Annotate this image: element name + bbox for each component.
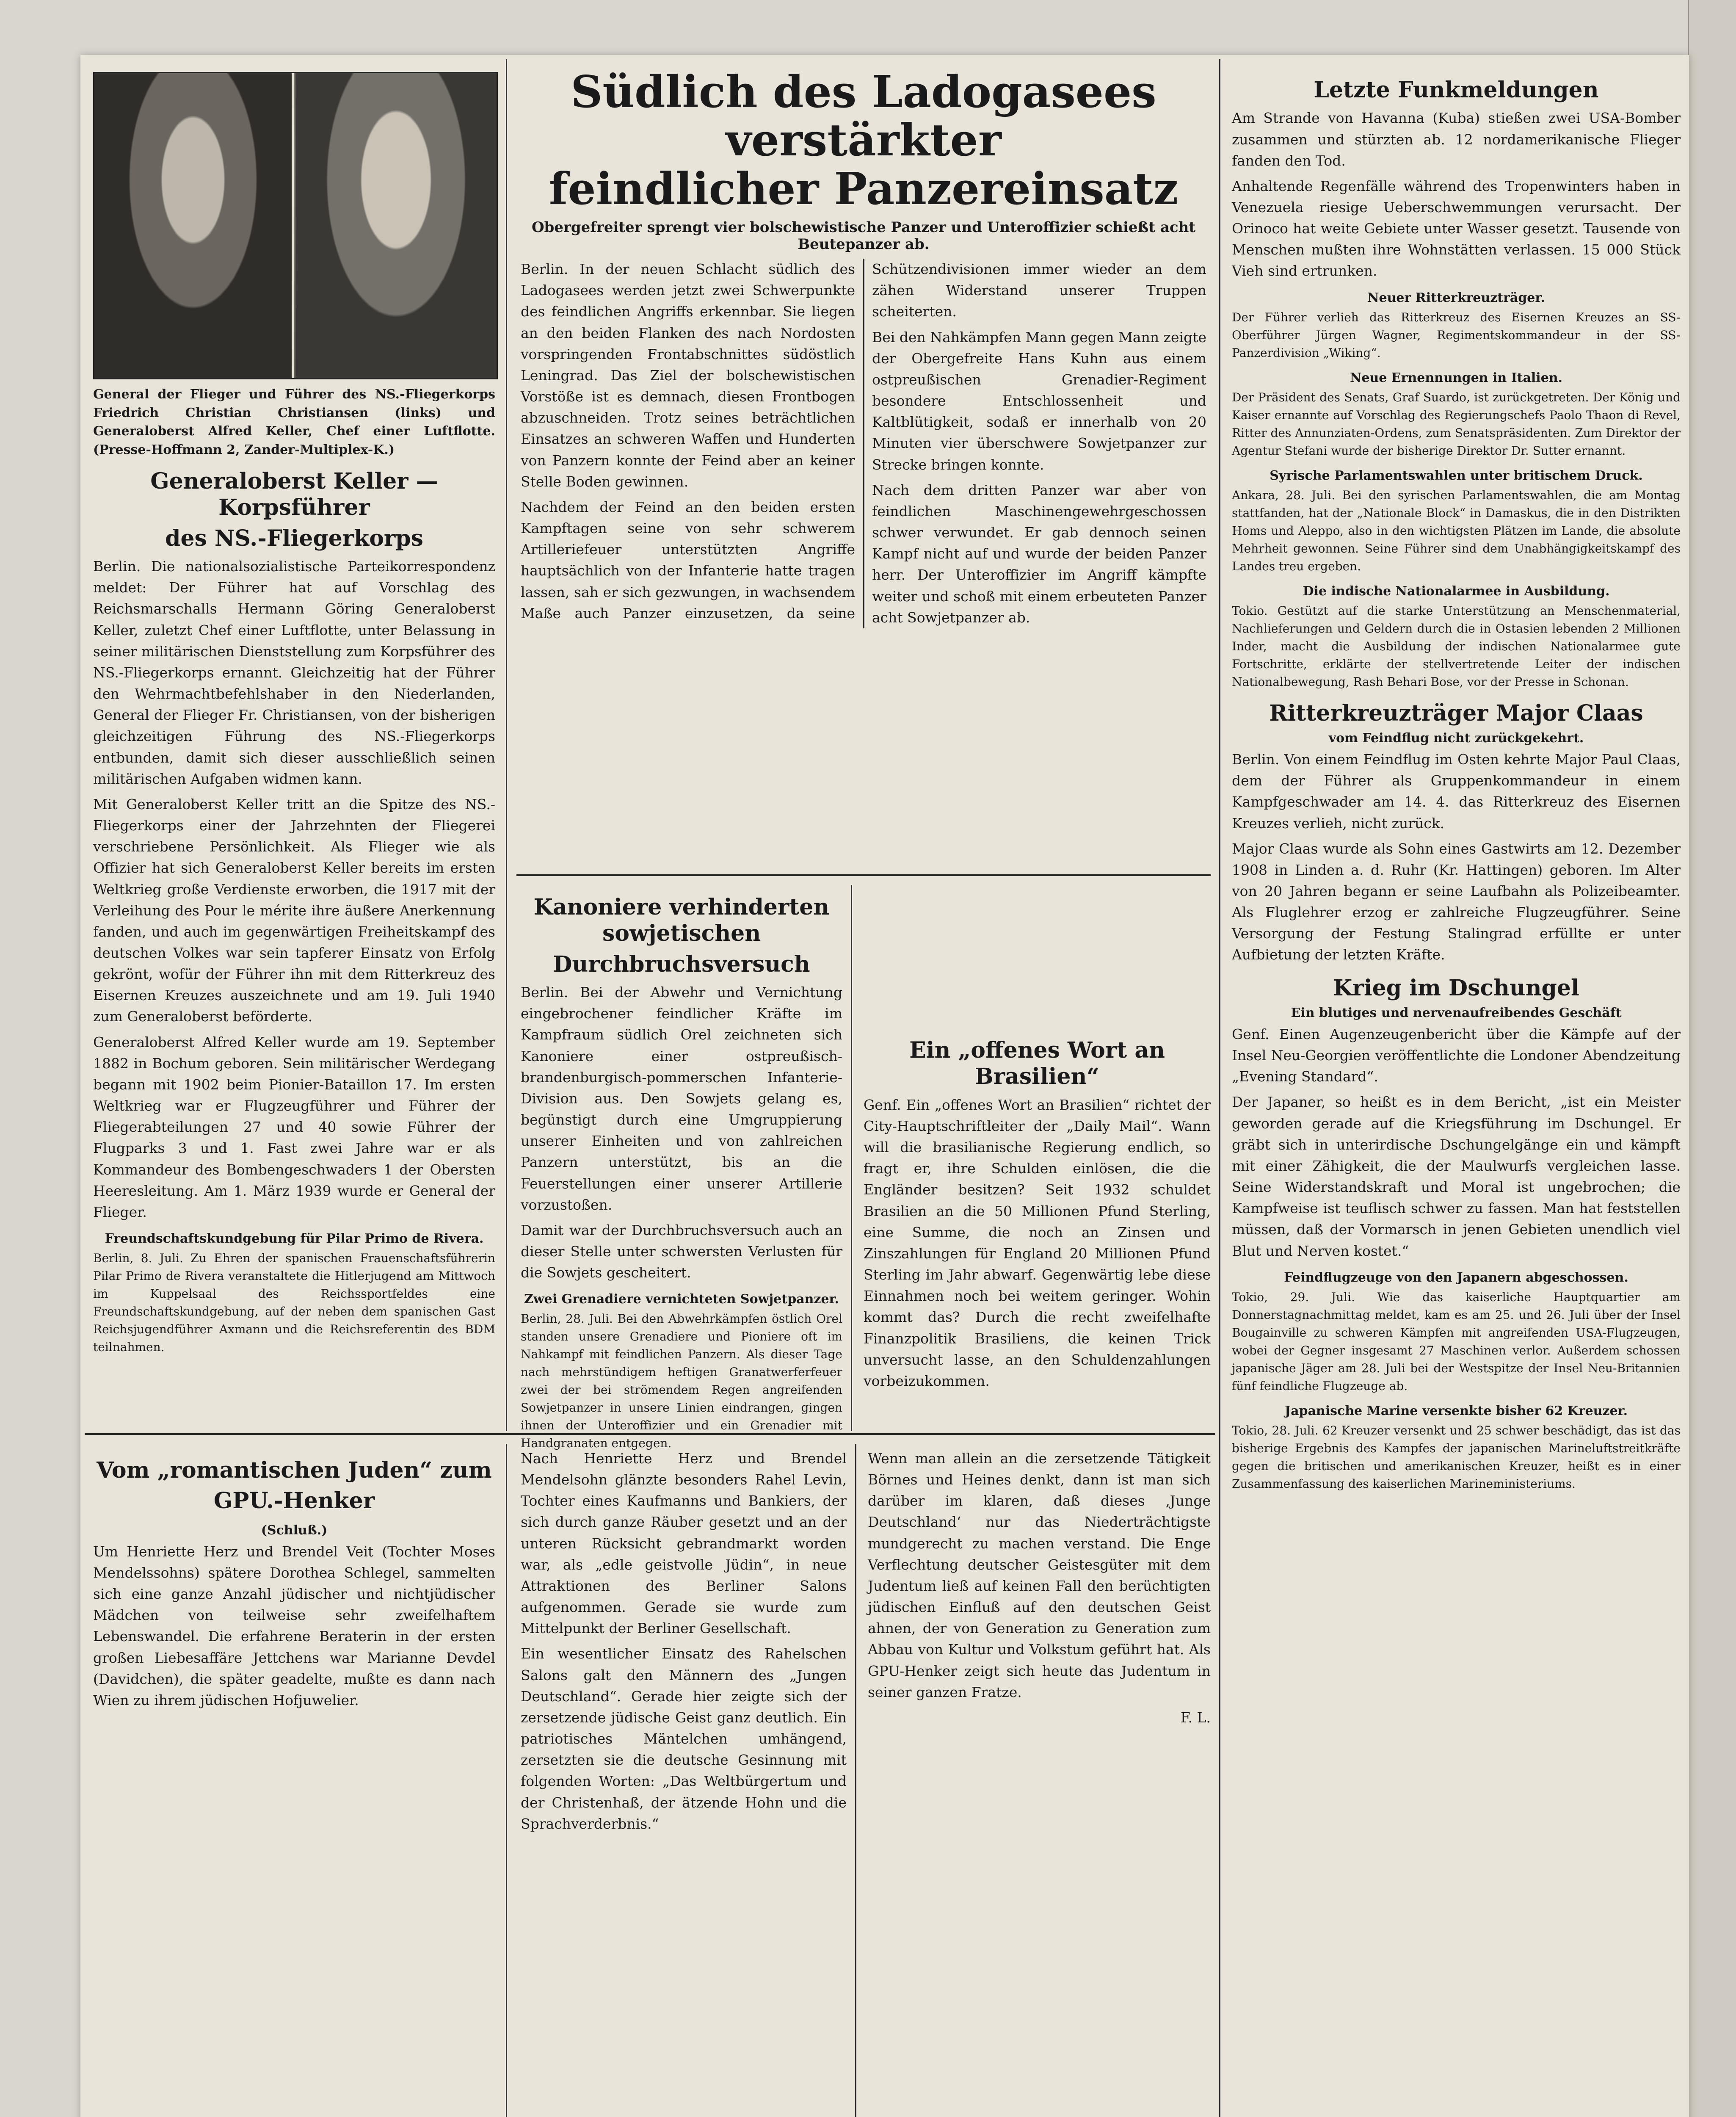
marine-headline: Japanische Marine versenkte bisher 62 Kreuzer. — [1284, 1403, 1628, 1418]
kanoniere-headline-1: Kanoniere verhinderten sowjetischen — [533, 894, 830, 947]
claas-headline: Ritterkreuzträger Major Claas — [1269, 700, 1643, 726]
indien-text: Tokio. Gestützt auf die starke Unterstützung an Menschenmaterial, Nachlieferungen und Geldern durch die in Ostasien lebenden 2 Millionen Inder, macht die Ausbildung der indischen Nationalarmee gute Fortschritte, erklärte der stellvertretende Leiter der indischen Nationalbewegung, Rash Behari Bose, vor der Presse in Schonan. — [1232, 603, 1681, 689]
main-article — [521, 68, 1206, 868]
juden-headline-1: Vom „romantischen Juden“ zum — [97, 1457, 492, 1483]
adjacent-page-edge — [1688, 0, 1736, 2117]
main-subheadline: Obergefreiter sprengt vier bolschewistische Panzer und Unteroffizier schießt acht Beutepanzer ab. — [531, 219, 1196, 253]
kanoniere-paragraph: Damit war der Durchbruchsversuch auch an dieser Stelle unter schwersten Verlusten für die Sowjets gescheitert. — [521, 1222, 842, 1281]
dschungel-paragraph: Der Japaner, so heißt es in dem Bericht, „ist ein Meister geworden gerade auf die Kriegsführung im Dschungel. Er gräbt sich in unterirdische Dschungelgänge ein und kämpft mit einer Zähigkeit, die der Maulwurfs vergleichen lasse. Seine Widerstandskraft und Moral ist ungebrochen; die Kampfweise ist teuflisch schwer zu fassen. Man hat feststellen müssen, daß der Vormarsch in jenen Gebieten unendlich viel Blut und Nerven kostet.“ — [1232, 1094, 1681, 1259]
left-column — [93, 72, 495, 1427]
newspaper-page — [80, 55, 1689, 2117]
juden-article-col-2 — [521, 1448, 847, 2117]
column-rule — [855, 1444, 856, 2117]
marine-text: Tokio, 28. Juli. 62 Kreuzer versenkt und 25 schwer beschädigt, das ist das bisherige Ergebnis des Kampfes der japanischen Marineluftstreitkräfte gegen die britischen und amerikanischen Kreuzer, heißt es in einer Zusammenfassung des kaiserlichen Marineministeriums. — [1232, 1423, 1681, 1491]
main-headline-2: feindlicher Panzereinsatz — [549, 162, 1178, 215]
main-paragraph: Berlin. In der neuen Schlacht südlich des Ladogasees werden jetzt zwei Schwerpunkte des feindlichen Angriffs erkennbar. Sie liegen an den beiden Flanken des nach Nordosten vorspringenden Frontabschnittes südöstlich Leningrad. Das Ziel der bolschewistischen Vorstöße ist es demnach, diesen Frontbogen abzuschneiden. Trotz seines beträchtlichen Einsatzes an schweren Waffen und Hunderten von Panzern konnte der Feind aber an keiner Stelle Boden gewinnen. — [521, 261, 855, 490]
funk-headline: Letzte Funkmeldungen — [1314, 77, 1599, 103]
juden-paragraph: Nach Henriette Herz und Brendel Mendelsohn glänzte besonders Rahel Levin, Tochter eines Kaufmanns und Bankiers, der sich durch ganze Räuber gesetzt und an der unteren Rücksicht gebrandmarkt worden war, als „edle geistvolle Jüdin“, in neue Attraktionen des Berliner Salons aufgenommen. Gerade sie wurde zum Mittelpunkt der Berliner Gesellschaft. — [521, 1450, 847, 1637]
keller-headline-2: des NS.-Fliegerkorps — [165, 525, 423, 551]
juden-paragraph: Wenn man allein an die zersetzende Tätigkeit Börnes und Heines denkt, dann ist man sich darüber im klaren, daß dieses ‚Junge Deutschland‘ nur das Niederträchtigste mundgerecht zu machen verstand. Die Enge Verflechtung deutscher Geistesgüter mit dem Judentum ließ auf keinen Fall den berüchtigten jüdischen Einfluß auf den deutschen Geist ahnen, der von Generation zu Generation zum Abbau von Kultur und Volkstum geführt hat. Als GPU-Henker zeigt sich heute das Judentum in seiner ganzen Fratze. — [868, 1450, 1211, 1700]
feindflug-headline: Feindflugzeuge von den Japanern abgeschossen. — [1284, 1270, 1628, 1285]
primo-headline: Freundschaftskundgebung für Pilar Primo de Rivera. — [105, 1231, 484, 1246]
column-rule — [851, 885, 852, 1431]
main-paragraph: Bei den Nahkämpfen Mann gegen Mann zeigte der Obergefreite Hans Kuhn aus einem ostpreußischen Grenadier-Regiment besondere Entschlossenheit und Kaltblütigkeit, sodaß er innerhalb von 20 Minuten vier überschwere Sowjetpanzer zur Strecke bringen konnte. — [872, 329, 1206, 473]
keller-headline-1: Generaloberst Keller — Korpsführer — [150, 468, 438, 521]
claas-paragraph: Berlin. Von einem Feindflug im Osten kehrte Major Paul Claas, dem der Führer als Gruppenkommandeur in einem Kampfgeschwader am 14. 4. das Ritterkreuz des Eisernen Kreuzes verlieh, nicht zurück. — [1232, 751, 1681, 832]
juden-headline-2: GPU.-Henker — [213, 1488, 375, 1514]
grenadiere-text: Berlin, 28. Juli. Bei den Abwehrkämpfen östlich Orel standen unsere Grenadiere und Pioniere oft im Nahkampf mit feindlichen Panzern. Als dieser Tage nach mehrstündigem heftigen Granatwerferfeuer zwei der bei strömendem Regen angreifenden Sowjetpanzer in unsere Linien eindrangen, gingen ihnen der Unteroffizier und ein Grenadier mit Handgranaten entgegen. — [521, 1312, 842, 1451]
portrait-christiansen — [94, 73, 292, 378]
juden-paragraph: Um Henriette Herz und Brendel Veit (Tochter Moses Mendelssohns) spätere Dorothea Schlegel, sammelten sich eine ganze Anzahl jüdischer und nichtjüdischer Mädchen von teilweise sehr zweifelhaftem Lebenswandel. Die erfahrene Beraterin in der ersten großen Liebesaffäre Jettchens war Marianne Devdel (Davidchen), die später geadelte, mußte es dann nach Wien zu ihrem jüdischen Hofjuwelier. — [93, 1543, 495, 1708]
funk-paragraph: Anhaltende Regenfälle während des Tropenwinters haben in Venezuela riesige Ueberschwemmungen verursacht. Der Orinoco hat weite Gebiete unter Wasser gesetzt. Tausende von Menschen mußten ihre Wohnstätten verlassen. 15 000 Stück Vieh sind ertrunken. — [1232, 177, 1681, 279]
ritter-text: Der Führer verlieh das Ritterkreuz des Eisernen Kreuzes an SS-Oberführer Jürgen Wagner, Regimentskommandeur in der SS-Panzerdivision „Wiking“. — [1232, 310, 1681, 360]
column-rule — [506, 1444, 507, 2117]
juden-paragraph: Ein wesentlicher Einsatz des Rahelschen Salons galt den Männern des „Jungen Deutschland“. Gerade hier zeigte sich der zersetzende jüdische Geist ganz deutlich. Ein patriotisches Mäntelchen umhängend, zersetzten sie die deutsche Gesinnung mit folgenden Worten: „Das Weltbürgertum und der Christenhaß, der ätzende Hohn und die Sprachverderbnis.“ — [521, 1645, 847, 1832]
italien-text: Der Präsident des Senats, Graf Suardo, ist zurückgetreten. Der König und Kaiser ernannte auf Vorschlag des Regierungschefs Paolo Thaon di Revel, Ritter des Annunziaten-Ordens, zum Senatspräsidenten. Zum Direktor der Agentur Stefani wurde der bisherige Direktor Dr. Sutter ernannt. — [1232, 390, 1681, 458]
portrait-photo — [93, 72, 498, 379]
keller-paragraph: Mit Generaloberst Keller tritt an die Spitze des NS.-Fliegerkorps einer der Jahrzehnten der Fliegerei verschriebene Persönlichkeit. Als Flieger wie als Offizier hat sich Generaloberst Keller bereits im ersten Weltkrieg große Verdienste erworben, die 1917 mit der Verleihung des Pour le mérite ihre äußere Anerkennung fanden, und auch im gegenwärtigen Freiheitskampf des deutschen Volkes war sein tapferer Einsatz von Erfolg gekrönt, wofür der Führer ihn mit dem Ritterkreuz des Eisernen Kreuzes auszeichnete und am 19. Juli 1940 zum Generaloberst beförderte. — [93, 796, 495, 1025]
brasilien-article — [864, 885, 1211, 1427]
dschungel-subheadline: Ein blutiges und nervenaufreibendes Geschäft — [1291, 1005, 1622, 1020]
primo-text: Berlin, 8. Juli. Zu Ehren der spanischen Frauenschaftsführerin Pilar Primo de Rivera veranstaltete die Hitlerjugend am Mittwoch im Kuppelsaal des Reichssportfeldes eine Freundschaftskundgebung, auf der neben dem spanischen Gast Reichsjugendführer Axmann und die Reichsreferentin des BDM teilnahmen. — [93, 1251, 495, 1354]
kanoniere-headline-2: Durchbruchsversuch — [553, 951, 810, 977]
syrien-text: Ankara, 28. Juli. Bei den syrischen Parlamentswahlen, die am Montag stattfanden, hat der „Nationale Block“ in Damaskus, die in den Distrikten Homs und Aleppo, also in den wichtigsten Plätzen im Lande, die absolute Mehrheit gewonnen. Seine Führer sind dem Unabhängigkeitskampf des Landes treu ergeben. — [1232, 488, 1681, 573]
juden-article-col-1 — [93, 1448, 495, 2117]
keller-paragraph: Berlin. Die nationalsozialistische Parteikorrespondenz meldet: Der Führer hat auf Vorschlag des Reichsmarschalls Hermann Göring Generaloberst Keller, zuletzt Chef einer Luftflotte, unter Belassung in seiner militärischen Dienststellung zum Korpsführer des NS.-Fliegerkorps ernannt. Gleichzeitig hat der Führer den Wehrmachtbefehlshaber in den Niederlanden, General der Flieger Fr. Christiansen, von der bisherigen gleichzeitigen Führung des NS.-Fliegerkorps entbunden, damit sich dieser ausschließlich seinen militärischen Aufgaben widmen kann. — [93, 558, 495, 787]
juden-article-col-3 — [868, 1448, 1211, 2117]
feindflug-text: Tokio, 29. Juli. Wie das kaiserliche Hauptquartier am Donnerstagnachmittag meldet, kam es am 25. und 26. Juli über der Insel Bougainville zu schweren Kämpfen mit angreifenden USA-Flugzeugen, wobei der Gegner insgesamt 27 Maschinen verlor. Außerdem schossen japanische Jäger am 28. Juli bei der Westspitze der Insel Neu-Britannien fünf feindliche Flugzeuge ab. — [1232, 1290, 1681, 1393]
main-headline-1: Südlich des Ladogasees verstärkter — [571, 66, 1156, 166]
column-rule — [506, 59, 507, 1431]
indien-headline: Die indische Nationalarmee in Ausbildung. — [1303, 583, 1610, 599]
brasilien-text: Genf. Ein „offenes Wort an Brasilien“ richtet der City-Hauptschriftleiter der „Daily Mail“. Wann will die brasilianische Regierung endlich, so fragt er, ihre Schulden einlösen, die die Engländer besitzen? Seit 1932 schuldet Brasilien an die 50 Millionen Pfund Sterling, eine Summe, die noch an Zinsen und Zinszahlungen für England 20 Millionen Pfund Sterling im Jahr abwarf. Gegenwärtig lebe diese Einnahmen noch bei weitem geringer. Wohin kommt das? Durch die recht zweifelhafte Finanzpolitik Brasiliens, die keinen Trick unversucht lasse, an den Schuldenzahlungen vorbeizukommen. — [864, 1096, 1211, 1389]
section-rule — [516, 874, 1211, 876]
brasilien-headline: Ein „offenes Wort an Brasilien“ — [909, 1037, 1165, 1090]
kanoniere-paragraph: Berlin. Bei der Abwehr und Vernichtung eingebrochener feindlicher Kräfte im Kampfraum südlich Orel zeichneten sich Kanoniere einer ostpreußisch-brandenburgisch-pommerschen Infanterie-Division aus. Den Sowjets gelang es, begünstigt durch eine Umgruppierung unserer Einheiten und von zahlreichen Panzern unterstützt, bis an die Feuerstellungen einer unserer Artillerie vorzustoßen. — [521, 984, 842, 1213]
column-rule — [1219, 59, 1220, 2117]
right-column — [1232, 68, 1681, 2117]
juden-note: (Schluß.) — [261, 1523, 328, 1538]
grenadiere-headline: Zwei Grenadiere vernichteten Sowjetpanzer. — [524, 1292, 839, 1307]
keller-paragraph: Generaloberst Alfred Keller wurde am 19. September 1882 in Bochum geboren. Sein militärischer Werdegang begann mit 1902 beim Pionier-Bataillon 17. Im ersten Weltkrieg war er Flugzeugführer und Führer der Fliegerabteilungen 27 und 40 sowie Führer der Flugparks 3 und 1. Fast zwei Jahre war er als Kommandeur des Bombengeschwaders 1 der Obersten Heeresleitung. Am 1. März 1939 wurde er General der Flieger. — [93, 1034, 495, 1220]
italien-headline: Neue Ernennungen in Italien. — [1350, 370, 1563, 385]
portrait-keller — [295, 73, 497, 378]
juden-signature: F. L. — [1180, 1709, 1211, 1726]
dschungel-paragraph: Genf. Einen Augenzeugenbericht über die Kämpfe auf der Insel Neu-Georgien veröffentlichte die Londoner Abendzeitung „Evening Standard“. — [1232, 1025, 1681, 1085]
main-article-columns — [521, 259, 1206, 628]
dschungel-headline: Krieg im Dschungel — [1333, 975, 1579, 1001]
funk-paragraph: Am Strande von Havanna (Kuba) stießen zwei USA-Bomber zusammen und stürzten ab. 12 nordamerikanische Flieger fanden den Tod. — [1232, 110, 1681, 169]
claas-subheadline: vom Feindflug nicht zurückgekehrt. — [1328, 731, 1584, 746]
photo-caption: General der Flieger und Führer des NS.-Fliegerkorps Friedrich Christian Christiansen (links) und Generaloberst Alfred Keller, Chef einer Luftflotte. (Presse-Hoffmann 2, Zander-Multiplex-K.) — [93, 387, 495, 457]
main-paragraph: Nachdem der Feind an den beiden ersten Kampftagen seine von sehr schwerem Artilleriefeuer unterstützten Angriffe hauptsächlich von der Infanterie hatte tragen lassen, sah er sich gezwungen, in wachsendem Maße auch Panzer einzusetzen, da seine Schützendivisionen immer wieder an dem zähen Widerstand unserer Truppen scheiterten. — [521, 261, 1206, 622]
ritter-headline: Neuer Ritterkreuzträger. — [1367, 290, 1545, 305]
kanoniere-article — [521, 885, 842, 1451]
syrien-headline: Syrische Parlamentswahlen unter britischem Druck. — [1270, 468, 1643, 483]
claas-paragraph: Major Claas wurde als Sohn eines Gastwirts am 12. Dezember 1908 in Linden a. d. Ruhr (Kr. Hattingen) geboren. Im Alter von 20 Jahren begann er seine Laufbahn als Polizeibeamter. Als Fluglehrer erzog er zahlreiche Flugzeugführer. Seine Versorgung der Festung Stalingrad erfüllte er unter Aufbietung der letzten Kräfte. — [1232, 840, 1681, 963]
photo-divider — [292, 73, 294, 378]
main-paragraph: Nach dem dritten Panzer war aber von feindlichen Maschinengewehrgeschossen schwer verwundet. Er gab dennoch seinen Kampf nicht auf und wurde der beiden Panzer herr. Der Unteroffizier im Angriff kämpfte weiter und schoß mit einem erbeuteten Panzer acht Sowjetpanzer ab. — [872, 481, 1206, 626]
